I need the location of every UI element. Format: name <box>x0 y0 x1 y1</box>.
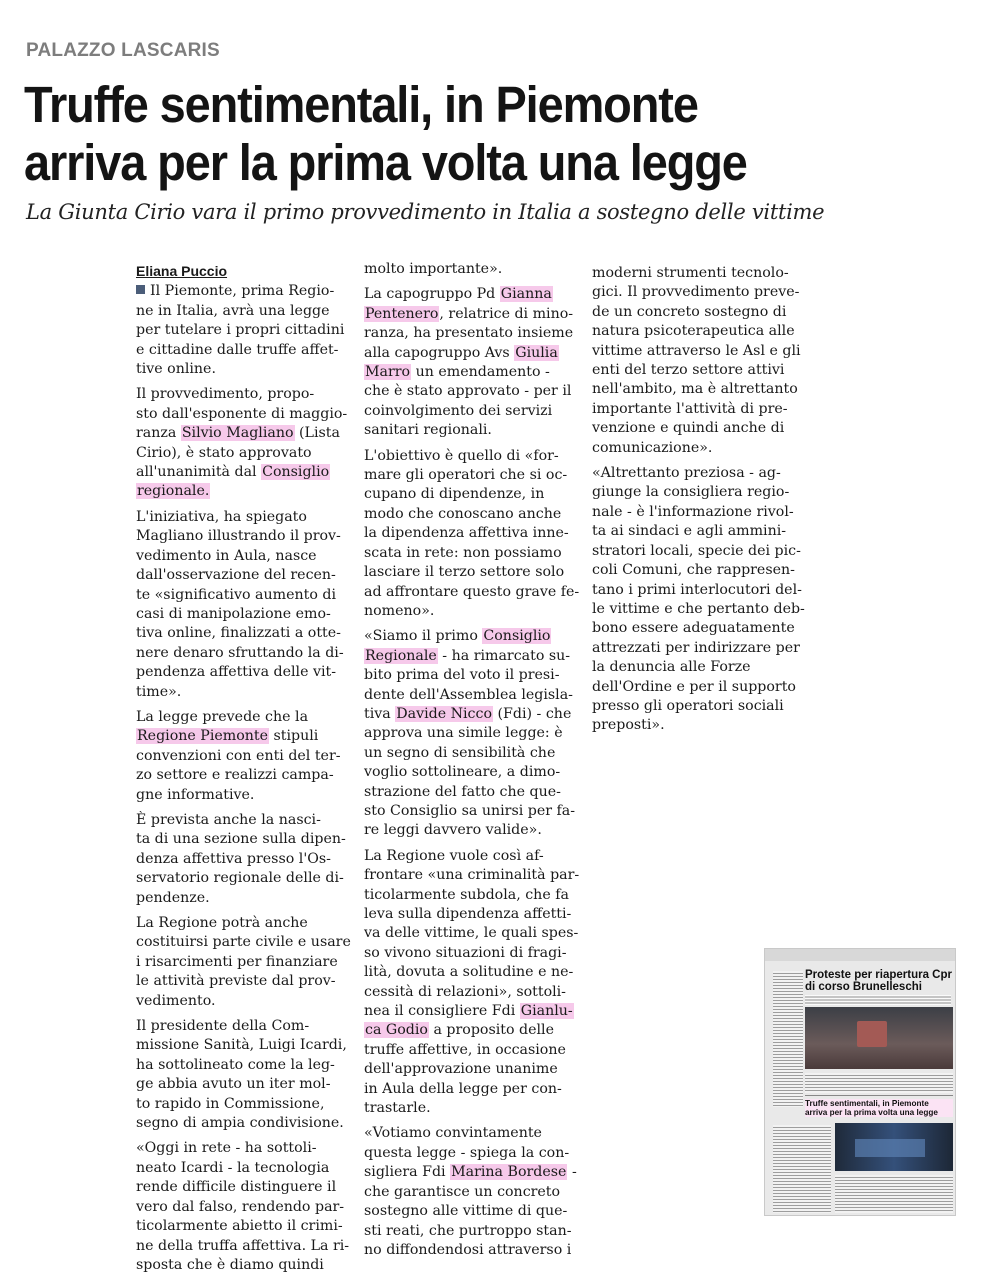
text-line <box>136 1237 358 1256</box>
text-line <box>364 763 586 782</box>
text-line <box>364 305 586 324</box>
text-segment: Il presidente della Com- <box>136 1018 310 1035</box>
text-line <box>364 421 586 440</box>
text-segment: per tutelare i propri cittadini <box>136 322 345 339</box>
text-segment: zo settore e realizzi campa- <box>136 767 334 784</box>
text-line <box>364 1080 586 1099</box>
text-segment: in Aula della legge per con- <box>364 1080 562 1097</box>
thumbnail-text-block <box>835 1175 953 1213</box>
text-segment: nell'ambito, ma è altrettanto <box>592 381 798 398</box>
text-segment: pendenza affettiva delle vit- <box>136 664 337 681</box>
text-segment: venzione e quindi anche di <box>592 420 785 437</box>
text-line <box>136 663 358 682</box>
text-segment: (Fdi) - che <box>493 705 572 722</box>
text-line <box>364 847 586 866</box>
text-segment: trastarle. <box>364 1100 431 1117</box>
text-line <box>364 647 586 666</box>
text-segment: tiva online, finalizzati a otte- <box>136 625 341 642</box>
text-line <box>592 600 814 619</box>
text-line <box>592 483 814 502</box>
text-segment: nale - è l'informazione rivol- <box>592 503 794 520</box>
text-line <box>364 602 586 621</box>
text-segment: casi di manipolazione emo- <box>136 605 331 622</box>
text-line <box>136 527 358 546</box>
text-segment: frontare «una criminalità par- <box>364 867 580 884</box>
text-line <box>592 342 814 361</box>
text-line <box>136 463 358 482</box>
text-segment: Il Piemonte, prima Regio- <box>150 283 335 300</box>
text-line <box>592 303 814 322</box>
text-segment: ta ai sindaci e agli ammini- <box>592 523 787 540</box>
highlighted-name: Consiglio <box>262 464 330 481</box>
text-line <box>136 1217 358 1236</box>
text-segment: «Oggi in rete - ha sottoli- <box>136 1140 317 1157</box>
text-segment: comunicazione». <box>592 439 713 456</box>
text-segment: gici. Il provvedimento preve- <box>592 284 800 301</box>
text-line <box>364 724 586 743</box>
text-line <box>136 424 358 443</box>
text-line <box>136 547 358 566</box>
text-line <box>364 666 586 685</box>
text-segment: e cittadine dalle truffe affet- <box>136 341 339 358</box>
text-line <box>136 1139 358 1158</box>
text-line <box>364 505 586 524</box>
text-line <box>592 322 814 341</box>
text-segment: re leggi davvero valide». <box>364 822 542 839</box>
text-segment: ne della truffa affettiva. La ri- <box>136 1237 350 1254</box>
text-line <box>136 360 358 379</box>
text-segment: dell'Ordine e per il supporto <box>592 678 796 695</box>
text-segment: le vittime e che pertanto deb- <box>592 600 805 617</box>
text-segment: stratori locali, specie dei pic- <box>592 542 801 559</box>
section-kicker: PALAZZO LASCARIS <box>26 40 220 61</box>
highlighted-name: ca Godio <box>365 1022 428 1039</box>
text-segment: lasciare il terzo settore solo <box>364 564 565 581</box>
highlighted-name: Gianlu- <box>520 1003 573 1020</box>
text-line <box>136 605 358 624</box>
text-line <box>592 619 814 638</box>
text-line <box>364 447 586 466</box>
highlighted-name: Giulia <box>515 344 558 361</box>
text-line <box>364 382 586 401</box>
text-line <box>364 1124 586 1143</box>
text-segment: vedimento. <box>136 992 216 1009</box>
text-line <box>136 1198 358 1217</box>
text-segment: servatorio regionale delle di- <box>136 870 344 887</box>
text-line <box>136 1178 358 1197</box>
text-line <box>592 419 814 438</box>
text-segment: rende difficile distinguere il <box>136 1179 337 1196</box>
text-line <box>136 508 358 527</box>
text-segment: «Altrettanto preziosa - ag- <box>592 465 781 482</box>
text-segment: tano i primi interlocutori del- <box>592 581 802 598</box>
text-line <box>136 444 358 463</box>
text-segment: alla capogruppo Avs <box>364 344 515 361</box>
text-line <box>364 802 586 821</box>
text-line <box>364 363 586 382</box>
text-line <box>364 544 586 563</box>
text-segment: , relatrice di mino- <box>439 305 574 322</box>
text-line <box>592 716 814 735</box>
text-line <box>592 542 814 561</box>
text-segment: È prevista anche la nasci- <box>136 811 321 828</box>
text-segment: segno di ampia condivisione. <box>136 1115 344 1132</box>
text-segment: nere denaro sfruttando la di- <box>136 644 344 661</box>
text-line <box>364 344 586 363</box>
text-segment: la dipendenza affettiva inne- <box>364 525 569 542</box>
text-line <box>136 1114 358 1133</box>
text-line <box>592 561 814 580</box>
text-segment: dall'osservazione del recen- <box>136 567 336 584</box>
text-line <box>136 586 358 605</box>
text-segment: sto Consiglio sa unirsi per fa- <box>364 802 576 819</box>
text-line <box>364 324 586 343</box>
text-line <box>364 963 586 982</box>
text-segment: ticolarmente abietto il crimi- <box>136 1218 343 1235</box>
text-segment: ha sottolineato come la leg- <box>136 1056 335 1073</box>
text-segment: ad affrontare questo grave fe- <box>364 583 580 600</box>
text-segment: bito prima del voto il presi- <box>364 667 560 684</box>
text-line <box>136 811 358 830</box>
text-segment: sti reati, che purtroppo stan- <box>364 1222 572 1239</box>
text-line <box>136 1017 358 1036</box>
thumbnail-photo-top <box>805 1007 953 1069</box>
text-segment: preposti». <box>592 717 665 734</box>
text-line <box>136 1036 358 1055</box>
text-segment: denza affettiva presso l'Os- <box>136 850 331 867</box>
text-line <box>364 524 586 543</box>
highlighted-name: Pentenero <box>365 305 439 322</box>
text-segment: i risarcimenti per finanziare <box>136 953 338 970</box>
text-segment: L'obiettivo è quello di «for- <box>364 447 559 464</box>
text-segment: molto importante». <box>364 261 503 277</box>
text-segment: nea il consigliere Fdi <box>364 1003 520 1020</box>
text-segment: ta di una sezione sulla dipen- <box>136 831 346 848</box>
text-segment: scata in rete: non possiamo <box>364 544 562 561</box>
text-line <box>364 1144 586 1163</box>
text-line <box>364 866 586 885</box>
thumbnail-headline-bottom: Truffe sentimentali, in Piemonte arriva per la prima volta una legge <box>805 1099 953 1117</box>
highlighted-name: Marro <box>365 364 411 381</box>
subheadline: La Giunta Cirio vara il primo provvedimento in Italia a sostegno delle vittime <box>26 200 825 224</box>
text-line <box>364 983 586 1002</box>
text-segment: «Siamo il primo <box>364 628 483 645</box>
text-segment: missione Sanità, Luigi Icardi, <box>136 1037 347 1054</box>
text-line <box>364 924 586 943</box>
text-segment: natura psicoterapeutica alle <box>592 323 795 340</box>
text-segment: va delle vittime, le quali spes- <box>364 925 579 942</box>
text-segment: coli Comuni, che rappresen- <box>592 562 795 579</box>
thumbnail-headline-top: Proteste per riapertura Cpr di corso Brunelleschi <box>805 969 952 993</box>
text-segment: La Regione vuole così af- <box>364 847 544 864</box>
text-line <box>592 522 814 541</box>
text-line <box>364 744 586 763</box>
text-segment: «Votiamo convintamente <box>364 1125 542 1142</box>
text-line <box>364 285 586 304</box>
text-line <box>136 624 358 643</box>
text-line <box>136 1256 358 1275</box>
text-line <box>136 341 358 360</box>
text-line <box>136 644 358 663</box>
thumbnail-header-bar <box>765 949 955 961</box>
text-line <box>364 821 586 840</box>
text-segment: all'unanimità dal <box>136 464 262 481</box>
text-segment: sostegno alle vittime di que- <box>364 1203 568 1220</box>
text-line <box>136 830 358 849</box>
byline: Eliana Puccio <box>136 263 228 279</box>
text-segment: che garantisce un concreto <box>364 1183 561 1200</box>
text-segment: gne informative. <box>136 786 255 803</box>
text-segment: truffe affettive, in occasione <box>364 1041 566 1058</box>
article-column-3 <box>592 264 814 736</box>
thumbnail-divider <box>805 1095 953 1096</box>
text-segment: ticolarmente subdola, che fa <box>364 886 569 903</box>
text-segment: costituirsi parte civile e usare <box>136 934 351 951</box>
text-line <box>136 786 358 805</box>
thumbnail-text-block <box>773 971 803 1107</box>
text-line <box>136 766 358 785</box>
text-line <box>592 658 814 677</box>
text-line <box>136 708 358 727</box>
text-line <box>136 683 358 702</box>
text-line <box>592 264 814 283</box>
text-segment: sanitari regionali. <box>364 422 492 439</box>
text-segment: coinvolgimento dei servizi <box>364 402 553 419</box>
text-segment: lità, dovuta a solitudine e ne- <box>364 964 574 981</box>
text-segment: dente dell'Assemblea legisla- <box>364 686 573 703</box>
text-segment: - ha rimarcato su- <box>437 647 571 664</box>
text-line <box>592 678 814 697</box>
text-segment: convenzioni con enti del ter- <box>136 747 341 764</box>
text-segment: nomeno». <box>364 602 435 619</box>
text-line <box>364 1060 586 1079</box>
text-line <box>136 321 358 340</box>
text-line <box>364 783 586 802</box>
text-segment: te «significativo aumento di <box>136 586 336 603</box>
text-segment: che è stato approvato - per il <box>364 383 572 400</box>
text-line <box>364 485 586 504</box>
text-line <box>364 466 586 485</box>
highlighted-name: Regionale <box>365 647 437 664</box>
text-line <box>136 1095 358 1114</box>
text-line <box>136 972 358 991</box>
text-line <box>136 566 358 585</box>
text-segment: ranza <box>136 425 181 442</box>
text-segment: enti del terzo settore attivi <box>592 362 785 379</box>
text-segment: bono essere adeguatamente <box>592 620 795 637</box>
thumbnail-photo-bottom <box>835 1123 953 1171</box>
text-line <box>364 402 586 421</box>
text-line <box>136 953 358 972</box>
text-line <box>364 1041 586 1060</box>
text-segment: La legge prevede che la <box>136 708 309 725</box>
text-segment: La Regione potrà anche <box>136 915 308 931</box>
text-segment: cupano di dipendenze, in <box>364 486 545 503</box>
headline-line-2: arriva per la prima volta una legge <box>24 134 747 191</box>
text-segment: sigliera Fdi <box>364 1164 451 1181</box>
text-segment: de un concreto sostegno di <box>592 303 787 320</box>
text-line <box>364 627 586 646</box>
headline-line-1: Truffe sentimentali, in Piemonte <box>24 76 698 133</box>
text-segment: leva sulla dipendenza affetti- <box>364 906 572 922</box>
text-line <box>364 886 586 905</box>
text-line <box>592 400 814 419</box>
text-line <box>592 283 814 302</box>
text-line <box>364 1241 586 1260</box>
text-line <box>592 581 814 600</box>
text-segment: presso gli operatori sociali <box>592 697 784 714</box>
text-segment: modo che conoscano anche <box>364 505 562 522</box>
text-line <box>364 1099 586 1118</box>
text-line <box>136 482 358 501</box>
text-line <box>136 992 358 1011</box>
text-segment: ranza, ha presentato insieme <box>364 325 574 342</box>
text-line <box>364 1163 586 1182</box>
text-segment: un emendamento - <box>411 364 550 381</box>
lead-square-icon <box>136 285 145 294</box>
text-line <box>592 697 814 716</box>
highlighted-name: regionale. <box>137 483 210 500</box>
highlighted-name: Davide Nicco <box>396 705 492 722</box>
text-line <box>136 1056 358 1075</box>
thumbnail-text-block <box>805 1073 953 1093</box>
text-segment: stipuli <box>269 728 319 745</box>
text-segment: so vivono situazioni di fragi- <box>364 944 567 961</box>
text-segment: to rapido in Commissione, <box>136 1095 325 1112</box>
text-segment: cessità di relazioni», sottoli- <box>364 983 566 1000</box>
text-segment: tiva <box>364 705 396 722</box>
text-segment: a proposito delle <box>428 1022 554 1039</box>
text-segment: approva una simile legge: è <box>364 725 563 742</box>
text-segment: time». <box>136 683 182 700</box>
highlighted-name: Gianna <box>500 286 552 303</box>
text-line <box>364 944 586 963</box>
text-line <box>364 1183 586 1202</box>
text-segment: ge abbia avuto un iter mol- <box>136 1076 331 1093</box>
text-line <box>136 747 358 766</box>
text-segment: sposta che è diamo quindi <box>136 1256 324 1273</box>
highlighted-name: Marina Bordese <box>451 1164 567 1181</box>
text-segment: Magliano illustrando il prov- <box>136 528 341 545</box>
text-line <box>136 1075 358 1094</box>
text-segment: importante l'attività di pre- <box>592 400 788 417</box>
text-line <box>136 869 358 888</box>
text-line <box>592 439 814 458</box>
text-segment: moderni strumenti tecnolo- <box>592 265 789 281</box>
text-segment: L'iniziativa, ha spiegato <box>136 508 307 525</box>
text-segment: no diffondendosi attraverso i <box>364 1241 572 1258</box>
text-segment: giunge la consigliera regio- <box>592 484 790 501</box>
thumbnail-subtitle-lines <box>805 995 951 1005</box>
text-line <box>136 889 358 908</box>
article-column-1 <box>136 262 358 1275</box>
text-segment: vittime attraverso le Asl e gli <box>592 342 801 359</box>
text-segment: le attività previste dal prov- <box>136 973 336 990</box>
text-segment: la denuncia alle Forze <box>592 659 751 676</box>
text-segment: un segno di sensibilità che <box>364 744 556 761</box>
text-line <box>592 380 814 399</box>
text-line <box>136 282 358 301</box>
text-line <box>592 639 814 658</box>
text-line <box>364 1222 586 1241</box>
text-segment: sto dall'esponente di maggio- <box>136 405 348 422</box>
text-segment: attrezzati per indirizzare per <box>592 639 800 656</box>
text-line <box>364 563 586 582</box>
text-line <box>136 850 358 869</box>
text-segment: vedimento in Aula, nasce <box>136 547 317 564</box>
text-line <box>136 933 358 952</box>
text-line <box>364 260 586 279</box>
text-line <box>364 1002 586 1021</box>
text-segment: (Lista <box>294 425 340 442</box>
text-segment: La capogruppo Pd <box>364 286 500 303</box>
text-line <box>364 1202 586 1221</box>
highlighted-name: Silvio Magliano <box>181 425 294 442</box>
page-thumbnail <box>764 948 956 1216</box>
text-line <box>136 914 358 933</box>
text-segment: Cirio), è stato approvato <box>136 444 312 461</box>
text-line <box>136 302 358 321</box>
text-segment: neato Icardi - la tecnologia <box>136 1159 330 1176</box>
text-line <box>136 385 358 404</box>
text-segment: Il provvedimento, propo- <box>136 386 315 403</box>
text-segment: dell'approvazione unanime <box>364 1061 558 1078</box>
highlighted-name: Regione Piemonte <box>137 728 268 745</box>
text-line <box>136 405 358 424</box>
text-line <box>136 727 358 746</box>
article-column-2 <box>364 260 586 1260</box>
headline <box>24 76 898 192</box>
text-segment: vero dal falso, rendendo par- <box>136 1198 345 1215</box>
highlighted-name: Consiglio <box>483 628 551 645</box>
text-line <box>364 1021 586 1040</box>
text-line <box>136 1159 358 1178</box>
text-line <box>592 464 814 483</box>
text-line <box>592 503 814 522</box>
text-line <box>592 361 814 380</box>
text-segment: strazione del fatto che que- <box>364 783 561 800</box>
text-segment: ne in Italia, avrà una legge <box>136 302 330 319</box>
text-segment: voglio sottolineare, a dimo- <box>364 764 561 781</box>
text-segment: tive online. <box>136 361 216 378</box>
text-line <box>364 905 586 924</box>
text-segment: - <box>567 1164 577 1181</box>
text-segment: pendenze. <box>136 889 210 906</box>
text-line <box>364 686 586 705</box>
text-line <box>364 705 586 724</box>
text-line <box>364 583 586 602</box>
thumbnail-text-block <box>773 1125 831 1213</box>
text-segment: questa legge - spiega la con- <box>364 1144 570 1161</box>
text-segment: mare gli operatori che si oc- <box>364 467 568 484</box>
